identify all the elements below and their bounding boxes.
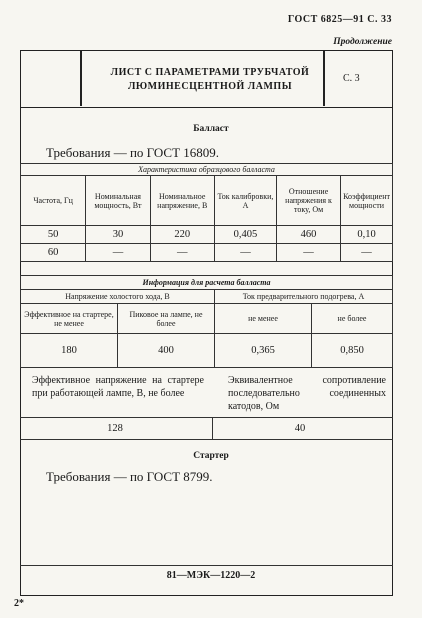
ballast-heading: Балласт: [193, 124, 229, 134]
cell: 0,405: [214, 226, 276, 244]
starter-heading: Стартер: [193, 451, 229, 461]
starter-voltage-value: 128: [107, 423, 123, 434]
sheet-title: [100, 66, 320, 94]
col-frequency: Частота, Гц: [21, 176, 86, 226]
divider: [20, 565, 393, 566]
divider: [212, 417, 213, 439]
sub-effective-starter: Эффективное на стартере, не менее: [21, 304, 118, 334]
cell: —: [86, 244, 150, 262]
divider: [20, 417, 393, 418]
sheet-title-line2: ЛЮМИНЕСЦЕНТНОЙ ЛАМПЫ: [127, 81, 293, 92]
info-table-title: Информация для расчета балласта: [21, 276, 393, 290]
footer-code: 81—МЭК—1220—2: [166, 570, 256, 581]
cell: 180: [21, 334, 118, 368]
cell: 0,10: [341, 226, 393, 244]
col-ratio: Отношение напряжения к току, Ом: [277, 176, 341, 226]
sub-peak-lamp: Пиковое на лампе, не более: [118, 304, 215, 334]
cell: —: [341, 244, 393, 262]
cell: —: [150, 244, 214, 262]
col-power: Номинальная мощность, Вт: [86, 176, 150, 226]
divider: [20, 439, 393, 440]
cell: 0,365: [215, 334, 312, 368]
cathode-resistance-text: Эквивалентное сопротивление последовательно соединенных катодов, Ом: [228, 375, 386, 412]
page-number: 2*: [14, 598, 24, 609]
starter-requirement: Требования — по ГОСТ 8799.: [46, 469, 213, 484]
cathode-resistance-value: 40: [294, 423, 306, 434]
open-circuit-voltage-head: Напряжение холостого хода, В: [21, 290, 215, 304]
cell: —: [277, 244, 341, 262]
starter-voltage-text: Эффективное напряжение на стартере при работающей лампе, В, не более: [32, 375, 204, 399]
sheet-number: С. 3: [343, 73, 360, 84]
ballast-info-table: [20, 275, 393, 368]
cell: 30: [86, 226, 150, 244]
divider: [20, 367, 393, 368]
table-row: [21, 226, 393, 244]
ballast-characteristics-table: [20, 163, 393, 262]
cell: 60: [21, 244, 86, 262]
table-row: [21, 244, 393, 262]
sheet-title-line1: ЛИСТ С ПАРАМЕТРАМИ ТРУБЧАТОЙ: [110, 67, 310, 78]
sub-max: не более: [312, 304, 393, 334]
document-code: ГОСТ 6825—91 С. 33: [287, 14, 392, 25]
cell: 400: [118, 334, 215, 368]
char-table-title: Характеристика образцового балласта: [21, 164, 393, 176]
table-row: [21, 334, 393, 368]
continuation-label: Продолжение: [333, 37, 392, 47]
sub-min: не менее: [215, 304, 312, 334]
col-calib-current: Ток калибровки, А: [214, 176, 276, 226]
col-power-factor: Коэффициент мощности: [341, 176, 393, 226]
cell: 460: [277, 226, 341, 244]
ballast-requirement: Требования — по ГОСТ 16809.: [46, 145, 220, 160]
col-voltage: Номинальное напряжение, В: [150, 176, 214, 226]
cell: —: [214, 244, 276, 262]
cell: 50: [21, 226, 86, 244]
cell: 0,850: [312, 334, 393, 368]
preheat-current-head: Ток предварительного подогрева, А: [215, 290, 393, 304]
cell: 220: [150, 226, 214, 244]
